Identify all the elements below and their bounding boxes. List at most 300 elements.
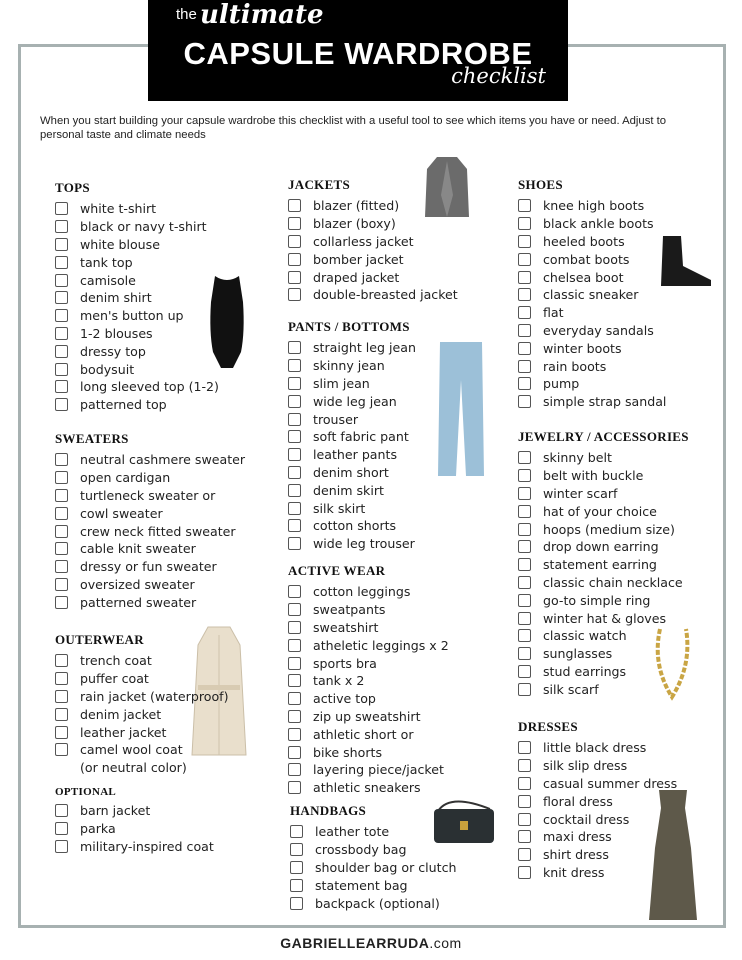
checkbox[interactable] — [288, 746, 301, 759]
checklist-item[interactable] — [288, 690, 449, 708]
item-label: sports bra — [313, 655, 377, 671]
item-label: long sleeved top (1-2) — [80, 379, 219, 395]
checkbox[interactable] — [288, 502, 301, 515]
checkbox[interactable] — [55, 256, 68, 269]
checklist-item[interactable] — [55, 723, 229, 741]
checkbox[interactable] — [288, 674, 301, 687]
checkbox[interactable] — [518, 271, 531, 284]
checklist-item[interactable] — [518, 645, 689, 663]
checkbox[interactable] — [55, 220, 68, 233]
checkbox[interactable] — [288, 519, 301, 532]
checkbox[interactable] — [290, 825, 303, 838]
checkbox[interactable] — [55, 708, 68, 721]
checkbox[interactable] — [518, 235, 531, 248]
checklist-item[interactable] — [288, 636, 449, 654]
item-label: skinny jean — [313, 358, 385, 374]
checkbox[interactable] — [288, 621, 301, 634]
item-label: heeled boots — [543, 233, 625, 249]
checklist-item[interactable] — [518, 286, 666, 304]
item-label: trench coat — [80, 653, 152, 669]
checklist-item[interactable] — [518, 574, 689, 592]
checkbox[interactable] — [55, 238, 68, 251]
item-label: cotton leggings — [313, 584, 411, 600]
checklist-item[interactable] — [55, 360, 219, 378]
item-label: classic chain necklace — [543, 574, 683, 590]
checklist-item[interactable] — [518, 864, 677, 882]
checkbox[interactable] — [518, 741, 531, 754]
checklist-item[interactable] — [288, 375, 416, 393]
checkbox[interactable] — [288, 217, 301, 230]
checkbox[interactable] — [518, 813, 531, 826]
checklist-item[interactable] — [518, 375, 666, 393]
item-label: parka — [80, 821, 116, 837]
checklist-item[interactable] — [288, 779, 449, 797]
item-label: silk scarf — [543, 681, 599, 697]
checkbox[interactable] — [55, 804, 68, 817]
checklist-item[interactable] — [518, 485, 689, 503]
checkbox[interactable] — [288, 781, 301, 794]
checkbox[interactable] — [55, 380, 68, 393]
checklist-item[interactable] — [518, 250, 666, 268]
checklist-item[interactable] — [518, 757, 677, 775]
checkbox[interactable] — [518, 795, 531, 808]
checklist-item[interactable] — [55, 271, 219, 289]
checkbox[interactable] — [55, 489, 68, 502]
checklist-item[interactable] — [518, 467, 689, 485]
checkbox[interactable] — [288, 359, 301, 372]
checkbox[interactable] — [55, 542, 68, 555]
title-banner — [148, 0, 568, 101]
section-heading: ACTIVE WEAR — [288, 563, 386, 578]
checklist-item[interactable] — [55, 838, 214, 856]
checkbox[interactable] — [55, 560, 68, 573]
checklist-item[interactable] — [55, 522, 245, 540]
checklist-item[interactable] — [518, 556, 689, 574]
checkbox[interactable] — [518, 612, 531, 625]
item-label: denim shirt — [80, 290, 152, 306]
checklist-item[interactable] — [55, 451, 245, 469]
section-heading: DRESSES — [518, 719, 578, 734]
checklist-item[interactable] — [518, 591, 689, 609]
checklist-item[interactable] — [288, 250, 458, 268]
item-label: cable knit sweater — [80, 541, 196, 557]
checklist-item[interactable] — [288, 583, 449, 601]
checklist-item[interactable] — [288, 464, 416, 482]
checkbox[interactable] — [55, 596, 68, 609]
checklist-item[interactable] — [518, 792, 677, 810]
checkbox[interactable] — [518, 558, 531, 571]
item-label: chelsea boot — [543, 269, 624, 285]
checkbox[interactable] — [288, 253, 301, 266]
item-label: drop down earring — [543, 539, 659, 555]
checkbox[interactable] — [55, 578, 68, 591]
item-label: trouser — [313, 411, 359, 427]
checkbox[interactable] — [518, 253, 531, 266]
checklist-item[interactable] — [518, 268, 666, 286]
checklist-item[interactable] — [55, 540, 245, 558]
checkbox[interactable] — [288, 271, 301, 284]
checklist-item[interactable] — [518, 215, 666, 233]
checkbox[interactable] — [518, 469, 531, 482]
checklist-item[interactable] — [518, 609, 689, 627]
checkbox[interactable] — [290, 861, 303, 874]
checklist-item[interactable] — [55, 378, 219, 396]
item-label: backpack (optional) — [315, 895, 440, 911]
checkbox[interactable] — [288, 657, 301, 670]
checkbox[interactable] — [55, 202, 68, 215]
checklist-item[interactable] — [288, 672, 449, 690]
checkbox[interactable] — [288, 484, 301, 497]
checklist-item[interactable] — [288, 517, 416, 535]
item-label: dressy top — [80, 343, 146, 359]
checkbox[interactable] — [55, 726, 68, 739]
footer-brand — [0, 935, 742, 951]
item-label: little black dress — [543, 740, 647, 756]
checklist-item[interactable] — [518, 846, 677, 864]
checkbox[interactable] — [518, 629, 531, 642]
checklist-item[interactable] — [55, 741, 229, 759]
checklist-item[interactable] — [290, 876, 457, 894]
checklist-item[interactable] — [288, 392, 416, 410]
checklist-item[interactable] — [288, 761, 449, 779]
checkbox[interactable] — [288, 413, 301, 426]
item-label: hat of your choice — [543, 503, 657, 519]
checklist-item[interactable] — [55, 820, 214, 838]
checkbox[interactable] — [55, 453, 68, 466]
checkbox[interactable] — [518, 683, 531, 696]
item-label: patterned sweater — [80, 594, 197, 610]
section-pants — [288, 319, 416, 553]
title-the: the — [176, 6, 197, 23]
checkbox[interactable] — [288, 537, 301, 550]
checklist-item[interactable] — [288, 268, 458, 286]
checklist-item[interactable] — [518, 357, 666, 375]
checklist-item[interactable] — [288, 286, 458, 304]
checkbox[interactable] — [518, 505, 531, 518]
item-label: cotton shorts — [313, 518, 397, 534]
checklist-item[interactable] — [288, 197, 458, 215]
checkbox[interactable] — [288, 199, 301, 212]
item-label: classic sneaker — [543, 287, 639, 303]
checklist-item[interactable] — [55, 342, 219, 360]
checklist-item[interactable] — [288, 499, 416, 517]
checklist-item[interactable] — [288, 601, 449, 619]
checklist-item[interactable] — [55, 487, 245, 505]
item-label: bomber jacket — [313, 251, 404, 267]
page-title: CAPSULE WARDROBE — [183, 36, 533, 71]
item-label: tank x 2 — [313, 673, 365, 689]
item-label: leather pants — [313, 447, 398, 463]
checklist-item[interactable] — [518, 739, 677, 757]
checklist-item[interactable] — [55, 670, 229, 688]
item-label: camisole — [80, 272, 136, 288]
checkbox[interactable] — [518, 306, 531, 319]
checklist-item[interactable] — [518, 775, 677, 793]
item-label: athletic short or — [313, 726, 414, 742]
checklist-item[interactable] — [288, 357, 416, 375]
checkbox[interactable] — [518, 777, 531, 790]
checkbox[interactable] — [55, 672, 68, 685]
checkbox[interactable] — [55, 345, 68, 358]
item-label: stud earrings — [543, 663, 627, 679]
item-label: turtleneck sweater or — [80, 487, 216, 503]
item-label: belt with buckle — [543, 468, 644, 484]
checkbox[interactable] — [518, 594, 531, 607]
item-label: straight leg jean — [313, 340, 417, 356]
checklist-item[interactable] — [55, 593, 245, 611]
item-label: active top — [313, 691, 376, 707]
item-label: tank top — [80, 254, 133, 270]
checklist-item[interactable] — [288, 410, 416, 428]
item-label: soft fabric pant — [313, 429, 409, 445]
checkbox[interactable] — [55, 507, 68, 520]
item-label: winter boots — [543, 340, 622, 356]
item-label: camel wool coat — [80, 742, 183, 758]
checklist-item[interactable] — [288, 481, 416, 499]
checklist-item[interactable] — [55, 688, 229, 706]
item-label: denim skirt — [313, 482, 384, 498]
item-label: barn jacket — [80, 803, 151, 819]
checkbox[interactable] — [288, 235, 301, 248]
checkbox[interactable] — [288, 395, 301, 408]
item-label: sweatpants — [313, 602, 386, 618]
checklist-item[interactable] — [55, 705, 229, 723]
checklist-item[interactable] — [55, 200, 219, 218]
item-label: skinny belt — [543, 450, 612, 466]
checklist-item[interactable] — [288, 535, 416, 553]
checkbox[interactable] — [518, 377, 531, 390]
checkbox[interactable] — [288, 763, 301, 776]
checkbox[interactable] — [55, 398, 68, 411]
checklist-item[interactable] — [518, 627, 689, 645]
checklist-item[interactable] — [288, 708, 449, 726]
item-label: leather jacket — [80, 724, 167, 740]
section-heading: JEWELRY / ACCESSORIES — [518, 429, 689, 444]
checklist-item[interactable] — [518, 810, 677, 828]
checkbox[interactable] — [288, 448, 301, 461]
checklist-item[interactable] — [288, 215, 458, 233]
checklist-item[interactable] — [288, 725, 449, 743]
checklist-item[interactable] — [55, 289, 219, 307]
checklist-item[interactable] — [290, 823, 457, 841]
checkbox[interactable] — [55, 690, 68, 703]
checklist-item[interactable] — [55, 307, 219, 325]
checkbox[interactable] — [290, 897, 303, 910]
checkbox[interactable] — [55, 309, 68, 322]
intro-text: When you start building your capsule wardrobe this checklist with a useful tool to see which items you have or need. Adjust to personal taste and climate needs — [40, 115, 667, 141]
checklist-item[interactable] — [518, 502, 689, 520]
checklist-item[interactable] — [288, 743, 449, 761]
checklist-item[interactable] — [290, 894, 457, 912]
item-label: layering piece/jacket — [313, 762, 444, 778]
checklist-item[interactable] — [518, 449, 689, 467]
item-label: white blouse — [80, 236, 160, 252]
item-label: atheletic leggings x 2 — [313, 637, 449, 653]
checkbox[interactable] — [288, 430, 301, 443]
checkbox[interactable] — [55, 327, 68, 340]
section-heading: JACKETS — [288, 177, 351, 192]
checkbox[interactable] — [288, 341, 301, 354]
item-label: athletic sneakers — [313, 780, 421, 796]
checklist-item[interactable] — [518, 233, 666, 251]
section-dresses — [518, 719, 677, 881]
item-label: rain jacket (waterproof) — [80, 688, 229, 704]
item-label: maxi dress — [543, 829, 612, 845]
checklist-item[interactable] — [55, 396, 219, 414]
item-label: oversized sweater — [80, 576, 195, 592]
checklist-item[interactable] — [288, 446, 416, 464]
checkbox[interactable] — [55, 822, 68, 835]
checklist-item[interactable] — [55, 253, 219, 271]
checkbox[interactable] — [518, 830, 531, 843]
item-label: bodysuit — [80, 361, 135, 377]
item-label: wide leg jean — [313, 393, 397, 409]
checkbox[interactable] — [55, 274, 68, 287]
item-label: collarless jacket — [313, 233, 414, 249]
item-label: rain boots — [543, 358, 607, 374]
checklist-item[interactable] — [518, 393, 666, 411]
item-label: double-breasted jacket — [313, 287, 458, 303]
checklist-item[interactable] — [518, 197, 666, 215]
checklist-item[interactable] — [288, 619, 449, 637]
checkbox[interactable] — [288, 377, 301, 390]
checkbox[interactable] — [518, 523, 531, 536]
checklist-item[interactable] — [518, 538, 689, 556]
section-optional — [55, 786, 214, 855]
footer-tld: .com — [429, 935, 462, 951]
checkbox[interactable] — [518, 866, 531, 879]
checkbox[interactable] — [55, 525, 68, 538]
item-label: open cardigan — [80, 470, 171, 486]
checkbox[interactable] — [55, 743, 68, 756]
checkbox[interactable] — [288, 585, 301, 598]
item-label: white t-shirt — [80, 201, 157, 217]
checkbox[interactable] — [518, 540, 531, 553]
checklist-item[interactable] — [518, 828, 677, 846]
checklist-item[interactable] — [55, 652, 229, 670]
checklist-item[interactable] — [288, 654, 449, 672]
checkbox[interactable] — [518, 576, 531, 589]
checkbox[interactable] — [518, 360, 531, 373]
checkbox[interactable] — [518, 199, 531, 212]
checklist-item[interactable] — [518, 304, 666, 322]
checkbox[interactable] — [518, 759, 531, 772]
checkbox[interactable] — [518, 395, 531, 408]
checkbox[interactable] — [518, 288, 531, 301]
checkbox[interactable] — [288, 692, 301, 705]
checklist-item[interactable] — [518, 680, 689, 698]
item-label: blazer (boxy) — [313, 216, 396, 232]
item-label: pump — [543, 376, 580, 392]
item-label: sunglasses — [543, 646, 613, 662]
title-ultimate: ultimate — [200, 0, 324, 30]
section-heading: SHOES — [518, 177, 563, 192]
checklist-item[interactable] — [288, 339, 416, 357]
checkbox[interactable] — [55, 654, 68, 667]
checkbox[interactable] — [288, 639, 301, 652]
item-label: crew neck fitted sweater — [80, 523, 236, 539]
checkbox[interactable] — [288, 710, 301, 723]
checkbox[interactable] — [518, 487, 531, 500]
item-label: sweatshirt — [313, 619, 379, 635]
checkbox[interactable] — [290, 843, 303, 856]
checkbox[interactable] — [518, 665, 531, 678]
checklist-item[interactable] — [518, 520, 689, 538]
item-note: (or neutral color) — [80, 760, 187, 776]
item-label: black ankle boots — [543, 216, 654, 232]
item-label: classic watch — [543, 628, 627, 644]
item-label: puffer coat — [80, 671, 149, 687]
checklist-item[interactable] — [518, 322, 666, 340]
section-jackets — [288, 177, 458, 304]
checkbox[interactable] — [518, 451, 531, 464]
item-label: winter hat & gloves — [543, 610, 667, 626]
section-shoes — [518, 177, 666, 411]
item-label: statement bag — [315, 877, 408, 893]
checklist-item[interactable] — [518, 339, 666, 357]
item-label: hoops (medium size) — [543, 521, 675, 537]
section-heading: TOPS — [55, 180, 90, 195]
checklist-item[interactable] — [55, 504, 245, 522]
checkbox[interactable] — [55, 840, 68, 853]
item-label: blazer (fitted) — [313, 198, 400, 214]
checkbox[interactable] — [288, 288, 301, 301]
section-jewelry — [518, 429, 689, 698]
checklist-item[interactable] — [290, 841, 457, 859]
section-outerwear — [55, 632, 229, 777]
item-label: silk slip dress — [543, 758, 628, 774]
checkbox[interactable] — [518, 647, 531, 660]
item-label: shirt dress — [543, 847, 609, 863]
checklist-item[interactable] — [55, 236, 219, 254]
item-label: statement earring — [543, 557, 657, 573]
checklist-item[interactable] — [518, 663, 689, 681]
checklist-item[interactable] — [288, 428, 416, 446]
item-label: casual summer dress — [543, 775, 678, 791]
checkbox[interactable] — [55, 471, 68, 484]
checkbox[interactable] — [55, 363, 68, 376]
section-handbags — [290, 803, 457, 912]
checkbox[interactable] — [518, 848, 531, 861]
checkbox[interactable] — [518, 324, 531, 337]
item-label: patterned top — [80, 397, 167, 413]
checklist-item[interactable] — [55, 325, 219, 343]
checklist-item[interactable] — [290, 859, 457, 877]
footer-brand-name: GABRIELLEARRUDA — [280, 935, 430, 951]
checkbox[interactable] — [55, 291, 68, 304]
item-label: men's button up — [80, 308, 184, 324]
checklist-item[interactable] — [55, 558, 245, 576]
checkbox[interactable] — [518, 342, 531, 355]
checkbox[interactable] — [518, 217, 531, 230]
item-label: cowl sweater — [80, 505, 163, 521]
checkbox[interactable] — [288, 728, 301, 741]
checklist-item[interactable] — [55, 576, 245, 594]
item-label: everyday sandals — [543, 322, 654, 338]
item-label: crossbody bag — [315, 842, 407, 858]
section-heading: PANTS / BOTTOMS — [288, 319, 410, 334]
checkbox[interactable] — [288, 466, 301, 479]
checklist-item[interactable] — [55, 218, 219, 236]
checklist-item[interactable] — [55, 802, 214, 820]
item-label: zip up sweatshirt — [313, 708, 421, 724]
item-label: knit dress — [543, 864, 605, 880]
checkbox[interactable] — [288, 603, 301, 616]
checkbox[interactable] — [290, 879, 303, 892]
checklist-item[interactable] — [288, 233, 458, 251]
checklist-item[interactable] — [55, 469, 245, 487]
section-tops — [55, 180, 219, 414]
